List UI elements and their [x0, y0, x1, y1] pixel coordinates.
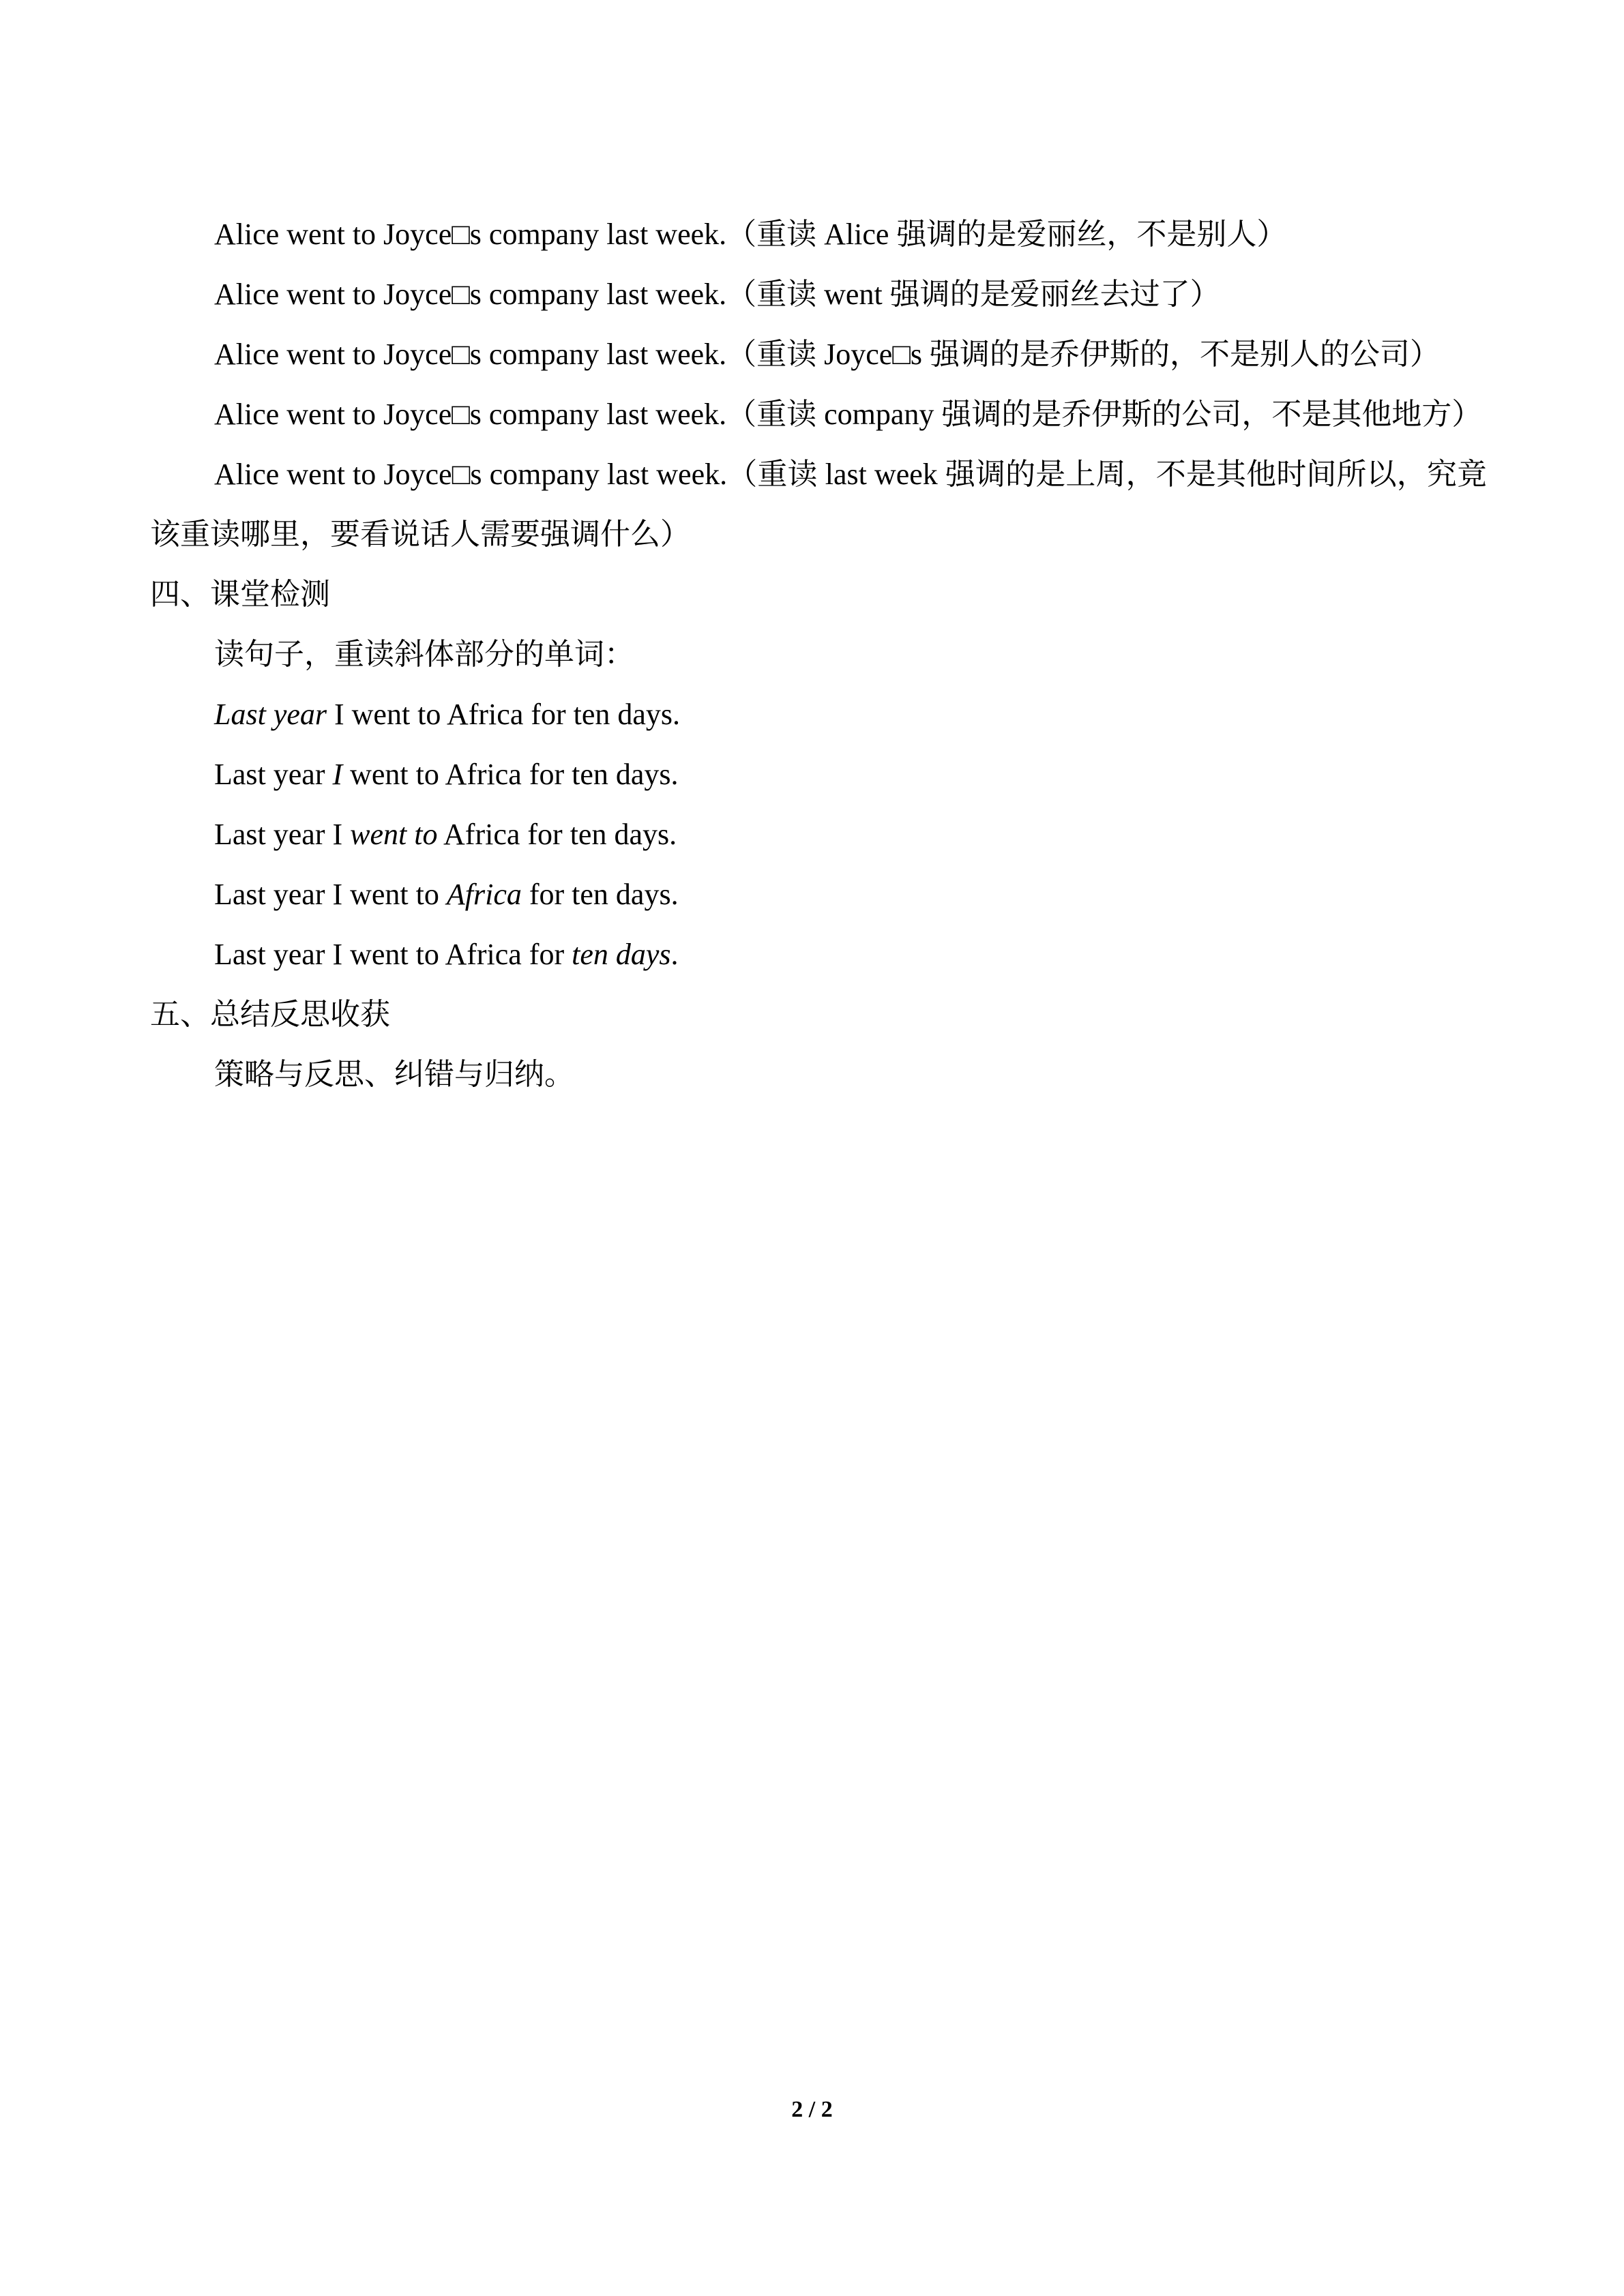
- sentence-text-italic: ten days: [572, 938, 671, 971]
- sentence-text-italic: I: [332, 758, 343, 791]
- section-heading-summary: 五、总结反思收获: [150, 998, 390, 1031]
- sentence-text-before: Last year I: [214, 818, 351, 851]
- sentence-text-before: Last year I went to Africa for: [214, 938, 572, 971]
- page-number: 2 / 2: [791, 2097, 833, 2122]
- sentence-text-before: Last year I went to: [214, 878, 447, 911]
- example-sentence-joyces: Alice went to Joyce□s company last week.（重读 Joyce□s 强调的是乔伊斯的，不是别人的公司）: [214, 338, 1441, 371]
- example-sentence-alice: Alice went to Joyce□s company last week.（重读 Alice 强调的是爱丽丝，不是别人）: [214, 218, 1287, 251]
- test-sentence: [150, 925, 1487, 985]
- page-content: [150, 205, 1487, 1105]
- test-sentence: [150, 745, 1487, 805]
- sentence-text-italic: went to: [350, 818, 438, 851]
- test-sentence: [150, 685, 1487, 745]
- section-heading-class-test: 四、课堂检测: [150, 578, 330, 611]
- sentence-text-after: went to Africa for ten days.: [342, 758, 679, 791]
- sentence-text-after: I went to Africa for ten days.: [327, 698, 681, 731]
- summary-text: 策略与反思、纠错与归纳。: [214, 1058, 574, 1091]
- test-sentence: [150, 865, 1487, 925]
- example-sentence-company: Alice went to Joyce□s company last week.（重读 company 强调的是乔伊斯的公司，不是其他地方）: [214, 398, 1482, 431]
- example-sentence-went: Alice went to Joyce□s company last week.（重读 went 强调的是爱丽丝去过了）: [214, 278, 1220, 311]
- sentence-text-italic: Africa: [446, 878, 522, 911]
- example-sentence-last-week: Alice went to Joyce□s company last week.（重读 last week 强调的是上周，不是其他时间所以，究竟该重读哪里，要看说话人需要强调什么）: [150, 458, 1487, 551]
- section-instruction: 读句子，重读斜体部分的单词：: [214, 638, 634, 671]
- sentence-text-after: for ten days.: [521, 878, 679, 911]
- test-sentence: [150, 805, 1487, 865]
- sentence-text-before: Last year: [214, 758, 333, 791]
- sentence-text-italic: Last year: [214, 698, 327, 731]
- sentence-text-after: Africa for ten days.: [437, 818, 677, 851]
- sentence-text-after: .: [670, 938, 679, 971]
